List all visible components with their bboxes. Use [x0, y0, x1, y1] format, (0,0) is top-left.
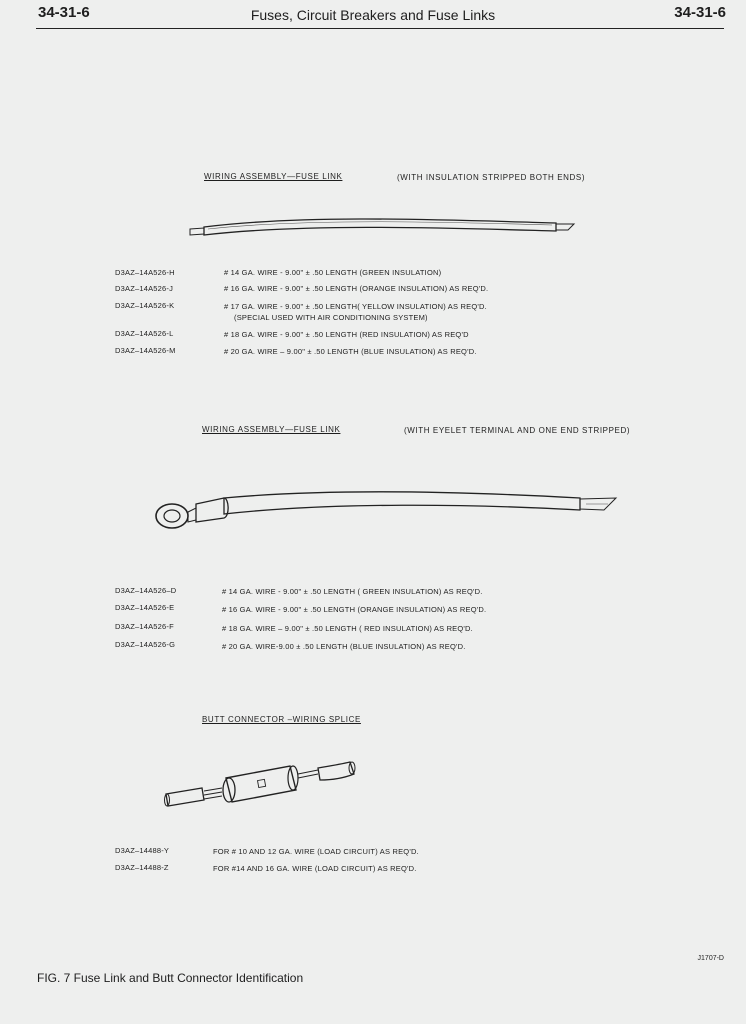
part-number: D3AZ–14A526-J: [115, 284, 174, 293]
page-number-right: 34-31-6: [674, 4, 726, 21]
part-number: D3AZ–14A526-H: [115, 268, 175, 277]
part-description: # 16 GA. WIRE - 9.00" ± .50 LENGTH (ORANGE INSULATION) AS REQ'D.: [224, 284, 489, 293]
part-description: # 14 GA. WIRE - 9.00" ± .50 LENGTH (GREEN INSULATION): [224, 268, 442, 277]
part-description: # 18 GA. WIRE - 9.00" ± .50 LENGTH (RED INSULATION) AS REQ'D: [224, 330, 469, 339]
part-description: FOR #14 AND 16 GA. WIRE (LOAD CIRCUIT) AS REQ'D.: [213, 864, 417, 873]
fuse-link-eyelet-illustration: [152, 482, 622, 532]
figure-caption: FIG. 7 Fuse Link and Butt Connector Identification: [37, 971, 304, 985]
part-number: D3AZ–14A526-M: [115, 346, 176, 355]
butt-connector-illustration: [160, 758, 360, 814]
part-description: # 20 GA. WIRE-9.00 ± .50 LENGTH (BLUE INSULATION) AS REQ'D.: [222, 642, 466, 651]
part-description: # 20 GA. WIRE – 9.00" ± .50 LENGTH (BLUE INSULATION) AS REQ'D.: [224, 347, 477, 356]
section1-note: (WITH INSULATION STRIPPED BOTH ENDS): [397, 173, 586, 182]
section1-title: WIRING ASSEMBLY—FUSE LINK: [204, 172, 343, 181]
part-number: D3AZ–14488-Z: [115, 863, 169, 872]
header-rule: [36, 28, 724, 29]
section2-note: (WITH EYELET TERMINAL AND ONE END STRIPPED): [404, 426, 631, 435]
part-description: # 17 GA. WIRE - 9.00" ± .50 LENGTH( YELLOW INSULATION) AS REQ'D.: [224, 302, 487, 311]
page-title: Fuses, Circuit Breakers and Fuse Links: [250, 7, 496, 23]
part-number: D3AZ–14A526-E: [115, 603, 175, 612]
part-number: D3AZ–14A526–D: [115, 586, 177, 595]
part-description-note: (SPECIAL USED WITH AIR CONDITIONING SYSTEM): [234, 313, 428, 322]
part-number: D3AZ–14A526-L: [115, 329, 174, 338]
section2-title: WIRING ASSEMBLY—FUSE LINK: [202, 425, 341, 434]
section3-title: BUTT CONNECTOR –WIRING SPLICE: [202, 715, 361, 724]
part-number: D3AZ–14A526-F: [115, 622, 174, 631]
part-number: D3AZ–14A526-G: [115, 640, 176, 649]
figure-id: J1707-D: [697, 955, 724, 962]
part-number: D3AZ–14A526-K: [115, 301, 175, 310]
part-description: # 18 GA. WIRE – 9.00" ± .50 LENGTH ( RED INSULATION) AS REQ'D.: [222, 624, 473, 633]
part-description: FOR # 10 AND 12 GA. WIRE (LOAD CIRCUIT) AS REQ'D.: [213, 847, 419, 856]
fuse-link-stripped-illustration: [188, 212, 578, 240]
part-description: # 16 GA. WIRE - 9.00" ± .50 LENGTH (ORANGE INSULATION) AS REQ'D.: [222, 605, 487, 614]
page-number-left: 34-31-6: [38, 4, 90, 21]
part-number: D3AZ–14488-Y: [115, 846, 170, 855]
part-description: # 14 GA. WIRE - 9.00" ± .50 LENGTH ( GREEN INSULATION) AS REQ'D.: [222, 587, 483, 596]
